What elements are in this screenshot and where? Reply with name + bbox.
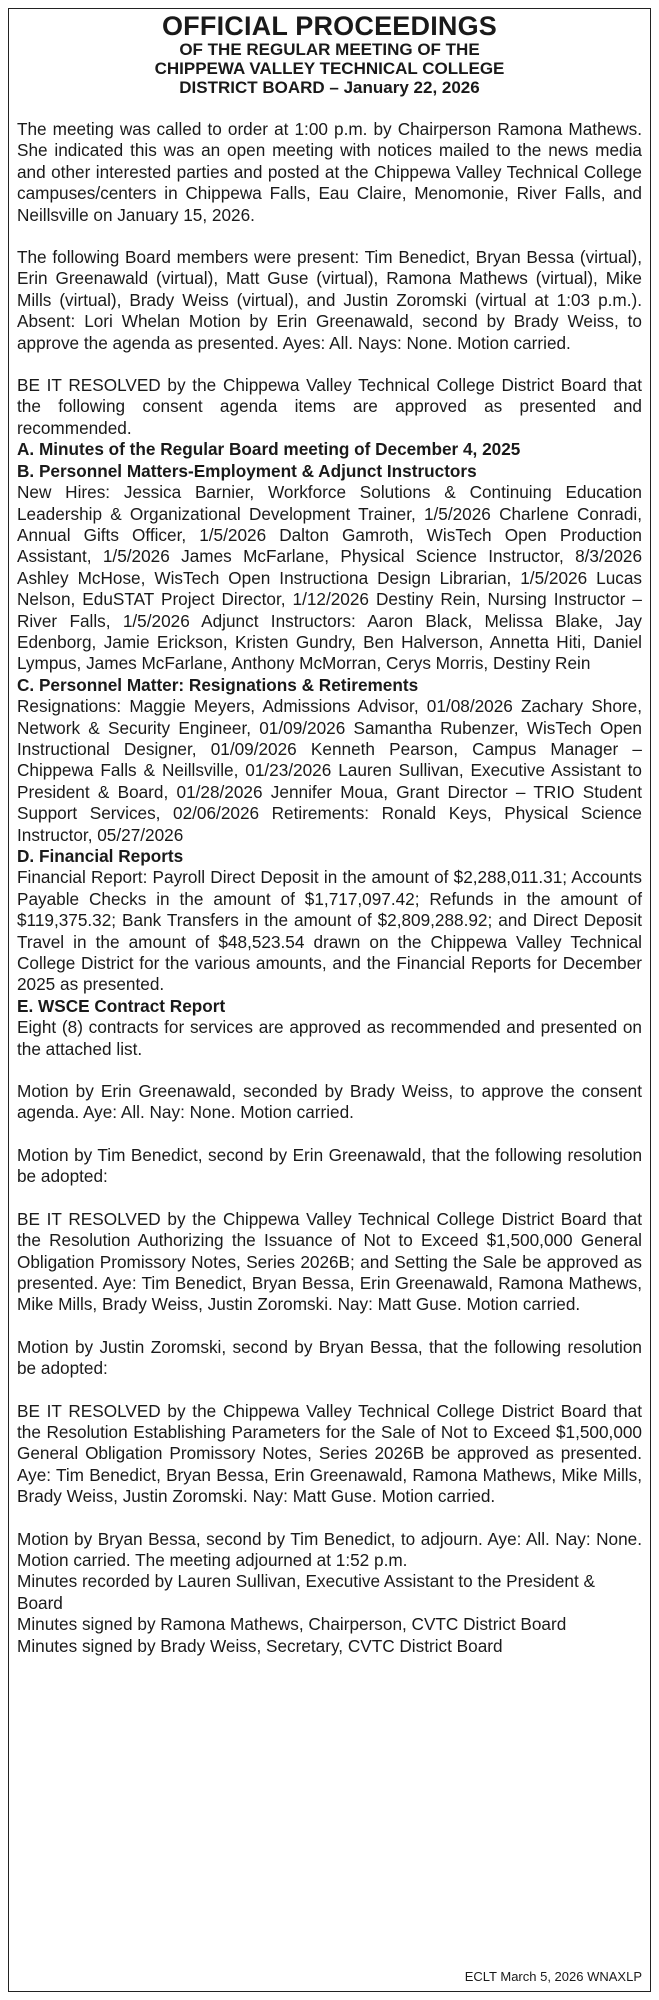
section-b-heading: B. Personnel Matters-Employment & Adjunct Instructors (17, 460, 477, 481)
call-to-order-paragraph: The meeting was called to order at 1:00 p.m. by Chairperson Ramona Mathews. She indicated this was an open meeting with notices mailed to the news media and other interested parties and posted at the Chippewa Valley Technical College campuses/centers in Chippewa Falls, Eau Claire, Menomonie, River Falls, and Neillsville on January 15, 2026. (17, 119, 642, 225)
notice-heading (17, 13, 642, 97)
publication-code: ECLT March 5, 2026 WNAXLP (464, 1969, 642, 1984)
minutes-signed-chair-line: Minutes signed by Ramona Mathews, Chairperson, CVTC District Board (17, 1614, 567, 1635)
section-a-heading: A. Minutes of the Regular Board meeting of December 4, 2025 (17, 439, 521, 460)
notice-title: OFFICIAL PROCEEDINGS (161, 11, 498, 41)
consent-motion-paragraph: Motion by Erin Greenawald, seconded by Brady Weiss, to approve the consent agenda. Aye: All. Nay: None. Motion carried. (17, 1081, 642, 1123)
section-c-text: Resignations: Maggie Meyers, Admissions Advisor, 01/08/2026 Zachary Shore, Network & Security Engineer, 01/09/2026 Samantha Rubenzer, WisTech Open Instructional Designer, 01/09/2026 Kenneth Pearson, Campus Manager – Chippewa Falls & Neillsville, 01/23/2026 Lauren Sullivan, Executive Assistant to President & Board, 01/28/2026 Jennifer Moua, Grant Director – TRIO Student Support Services, 02/06/2026 Retirements: Ronald Keys, Physical Science Instructor, 05/27/2026 (17, 696, 642, 845)
resolution-2-motion: Motion by Justin Zoromski, second by Bryan Bessa, that the following resolution be adopted: (17, 1336, 642, 1379)
minutes-recorded-line: Minutes recorded by Lauren Sullivan, Executive Assistant to the President & Board (17, 1571, 596, 1613)
section-e-heading: E. WSCE Contract Report (17, 995, 226, 1016)
resolution-2-text: BE IT RESOLVED by the Chippewa Valley Technical College District Board that the Resolution Establishing Parameters for the Sale of Not to Exceed $1,500,000 General Obligation Promissory Notes, Series 2026B be approved as presented. Aye: Tim Benedict, Bryan Bessa, Erin Greenawald, Ramona Mathews, Mike Mills, Brady Weiss, Justin Zoromski. Nay: Matt Guse. Motion carried. (17, 1400, 642, 1507)
attendance-paragraph: The following Board members were present: Tim Benedict, Bryan Bessa (virtual), Erin Greenawald (virtual), Matt Guse (virtual), Ramona Mathews (virtual), Mike Mills (virtual), Brady Weiss (virtual), and Justin Zoromski (virtual at 1:03 p.m.). Absent: Lori Whelan Motion by Erin Greenawald, second by Brady Weiss, to approve the agenda as presented. Ayes: All. Nays: None. Motion carried. (17, 247, 642, 353)
adjourn-motion: Motion by Bryan Bessa, second by Tim Benedict, to adjourn. Aye: All. Nay: None. Motion carried. The meeting adjourned at 1:52 p.m. (17, 1528, 642, 1570)
notice-body (17, 119, 642, 1657)
section-b-text: New Hires: Jessica Barnier, Workforce Solutions & Continuing Education Leadership & Organizational Development Trainer, 1/5/2026 Charlene Conradi, Annual Gifts Officer, 1/5/2026 Dalton Gamroth, WisTech Open Production Assistant, 1/5/2026 James McFarlane, Physical Science Instructor, 8/3/2026 Ashley McHose, WisTech Open Instructiona Design Librarian, 1/5/2026 Lucas Nelson, EduSTAT Project Director, 1/12/2026 Destiny Rein, Nursing Instructor – River Falls, 1/5/2026 Adjunct Instructors: Aaron Black, Melissa Blake, Jay Edenborg, Jamie Erickson, Kristen Gundry, Ben Halverson, Annetta Hiti, Daniel Lympus, James McFarlane, Anthony McMorran, Cerys Morris, Destiny Rein (17, 482, 642, 674)
notice-subtitle-line-1: OF THE REGULAR MEETING OF THE (179, 40, 480, 59)
section-c-heading: C. Personnel Matter: Resignations & Retirements (17, 674, 419, 695)
consent-resolution-paragraph: BE IT RESOLVED by the Chippewa Valley Technical College District Board that the following consent agenda items are approved as presented and recommended. (17, 375, 642, 438)
resolution-1-text: BE IT RESOLVED by the Chippewa Valley Technical College District Board that the Resolution Authorizing the Issuance of Not to Exceed $1,500,000 General Obligation Promissory Notes, Series 2026B; and Setting the Sale be approved as presented. Aye: Tim Benedict, Bryan Bessa, Erin Greenawald, Ramona Mathews, Mike Mills, Brady Weiss, Justin Zoromski. Nay: Matt Guse. Motion carried. (17, 1208, 642, 1315)
legal-notice (8, 8, 651, 1992)
section-d-heading: D. Financial Reports (17, 846, 184, 866)
section-e-text: Eight (8) contracts for services are approved as recommended and presented on the attached list. (17, 1017, 642, 1059)
section-d-text: Financial Report: Payroll Direct Deposit in the amount of $2,288,011.31; Accounts Payable Checks in the amount of $1,717,097.42; Refunds in the amount of $119,375.32; Bank Transfers in the amount of $2,809,288.92; and Direct Deposit Travel in the amount of $48,523.54 drawn on the Chippewa Valley Technical College District for the various amounts, and the Financial Reports for December 2025 as presented. (17, 867, 642, 995)
notice-subtitle-line-3: DISTRICT BOARD – January 22, 2026 (179, 78, 480, 97)
minutes-signed-secretary-line: Minutes signed by Brady Weiss, Secretary, CVTC District Board (17, 1635, 503, 1656)
notice-subtitle-line-2: CHIPPEWA VALLEY TECHNICAL COLLEGE (154, 59, 505, 78)
resolution-1-motion: Motion by Tim Benedict, second by Erin Greenawald, that the following resolution be adopted: (17, 1144, 642, 1187)
